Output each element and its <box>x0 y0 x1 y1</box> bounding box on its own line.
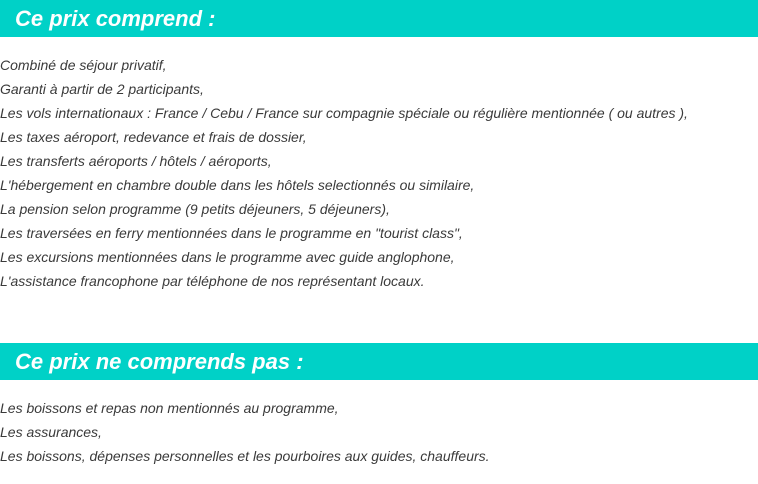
included-item: L'hébergement en chambre double dans les hôtels selectionnés ou similaire, <box>0 177 475 193</box>
excluded-item: Les assurances, <box>0 424 102 440</box>
included-section-title: Ce prix comprend : <box>0 0 758 37</box>
included-items-list <box>0 53 688 293</box>
included-item: Combiné de séjour privatif, <box>0 57 167 73</box>
excluded-items-list <box>0 396 490 468</box>
included-item: Les taxes aéroport, redevance et frais de dossier, <box>0 129 307 145</box>
excluded-item: Les boissons, dépenses personnelles et les pourboires aux guides, chauffeurs. <box>0 448 490 464</box>
included-item: La pension selon programme (9 petits déjeuners, 5 déjeuners), <box>0 201 390 217</box>
included-item: Les excursions mentionnées dans le programme avec guide anglophone, <box>0 249 455 265</box>
excluded-section-title: Ce prix ne comprends pas : <box>0 343 758 380</box>
included-item: L'assistance francophone par téléphone de nos représentant locaux. <box>0 273 425 289</box>
excluded-item: Les boissons et repas non mentionnés au programme, <box>0 400 339 416</box>
included-item: Garanti à partir de 2 participants, <box>0 81 204 97</box>
included-item: Les transferts aéroports / hôtels / aéroports, <box>0 153 272 169</box>
included-item: Les traversées en ferry mentionnées dans le programme en "tourist class", <box>0 225 463 241</box>
included-item: Les vols internationaux : France / Cebu / France sur compagnie spéciale ou régulière mentionnée ( ou autres ), <box>0 105 688 121</box>
